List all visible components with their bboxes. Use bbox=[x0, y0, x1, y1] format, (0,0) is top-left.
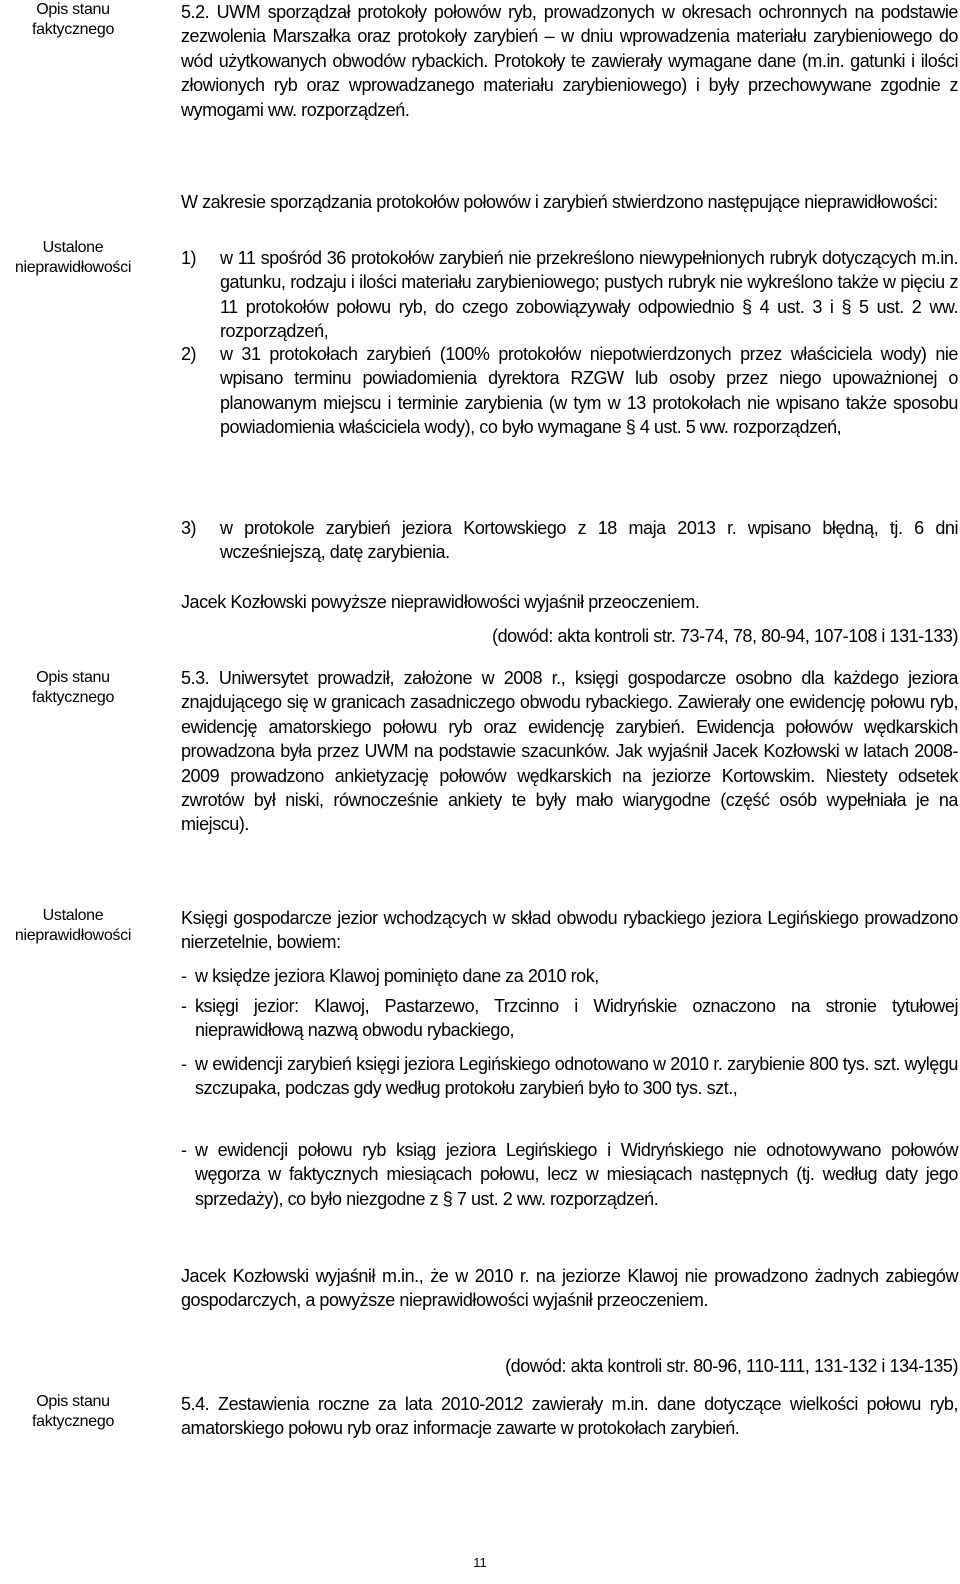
section-5-3-paragraph bbox=[181, 666, 958, 837]
list-dash: - bbox=[181, 996, 187, 1016]
list-item bbox=[181, 246, 958, 344]
list-item bbox=[181, 516, 958, 565]
list-text: w protokole zarybień jeziora Kortowskiego z 18 maja 2013 r. wpisano błędną, tj. 6 dni wcześniejszą, datę zarybienia. bbox=[220, 518, 958, 563]
section-number: 5.4. bbox=[181, 1394, 210, 1414]
margin-label-irregularities: Ustalone nieprawidłowości bbox=[14, 239, 132, 276]
section-number: 5.2. bbox=[181, 2, 210, 22]
list-item bbox=[181, 1052, 958, 1101]
section-number: 5.3. bbox=[181, 668, 210, 688]
margin-label-state-description: Opis stanu faktycznego bbox=[31, 1, 115, 38]
irregularities-intro: Księgi gospodarcze jezior wchodzących w skład obwodu rybackiego jeziora Legińskiego prowadzono nierzetelnie, bowiem: bbox=[181, 908, 958, 953]
list-text: w ewidencji zarybień księgi jeziora Legińskiego odnotowano w 2010 r. zarybienie 800 tys. szt. wylęgu szczupaka, podczas gdy według protokołu zarybień było to 300 tys. szt., bbox=[195, 1054, 958, 1099]
section-text: UWM sporządzał protokoły połowów ryb, prowadzonych w okresach ochronnych na podstawie zezwolenia Marszałka oraz protokoły zarybień – w dniu wprowadzenia materiału zarybieniowego do wód użytkowanych obwodów rybackich. Protokoły te zawierały wymagane dane (m.in. gatunki i ilości złowionych ryb oraz wprowadzanego materiału zarybieniowego) i były przechowywane zgodnie z wymogami ww. rozporządzeń. bbox=[181, 2, 958, 120]
list-dash: - bbox=[181, 1054, 187, 1074]
margin-label-state-description: Opis stanu faktycznego bbox=[31, 1393, 115, 1430]
list-text: w księdze jeziora Klawoj pominięto dane za 2010 rok, bbox=[195, 966, 599, 986]
list-item bbox=[181, 342, 958, 440]
section-text: Zestawienia roczne za lata 2010-2012 zawierały m.in. dane dotyczące wielkości połowu ryb, amatorskiego połowu ryb oraz informacje zawarte w protokołach zarybień. bbox=[181, 1394, 958, 1439]
list-dash: - bbox=[181, 966, 187, 986]
list-number: 3) bbox=[181, 518, 197, 538]
list-text: w 11 spośród 36 protokołów zarybień nie przekreślono niewypełnionych rubryk dotyczących m.in. gatunku, rodzaju i ilości materiału zarybieniowego; pustych rubryk nie wykreślono także w pięciu z 11 protokołów połowu ryb, do czego zobowiązywały odpowiednio § 4 ust. 3 i § 5 ust. 2 ww. rozporządzeń, bbox=[220, 248, 958, 342]
list-dash: - bbox=[181, 1140, 187, 1160]
section-5-2-paragraph bbox=[181, 0, 958, 122]
explanation-paragraph: Jacek Kozłowski wyjaśnił m.in., że w 2010 r. na jeziorze Klawoj nie prowadzono żadnych zabiegów gospodarczych, a powyższe nieprawidłowości wyjaśnił przeoczeniem. bbox=[181, 1266, 958, 1311]
list-text: księgi jezior: Klawoj, Pastarzewo, Trzcinno i Widryńskie oznaczono na stronie tytułowej nieprawidłową nazwą obwodu rybackiego, bbox=[195, 996, 958, 1041]
list-item bbox=[181, 994, 958, 1043]
page-number: 11 bbox=[473, 1555, 487, 1570]
list-number: 1) bbox=[181, 248, 197, 268]
section-text: Uniwersytet prowadził, założone w 2008 r., księgi gospodarcze osobno dla każdego jeziora znajdującego się w granicach zasadniczego obwodu rybackiego. Zawierały one ewidencję połowu ryb, ewidencję amatorskiego połowu ryb oraz ewidencję zarybień. Ewidencja połowów wędkarskich prowadzona była przez UWM na podstawie szacunków. Jak wyjaśnił Jacek Kozłowski w latach 2008-2009 prowadzono ankietyzację połowów wędkarskich na jeziorze Kortowskim. Niestety odsetek zwrotów był niski, równocześnie ankiety te były mało wiarygodne (część osób wypełniała je na miejscu). bbox=[181, 668, 958, 835]
evidence-reference: (dowód: akta kontroli str. 73-74, 78, 80-94, 107-108 i 131-133) bbox=[492, 626, 958, 646]
evidence-reference: (dowód: akta kontroli str. 80-96, 110-111, 131-132 i 134-135) bbox=[505, 1356, 958, 1376]
explanation-paragraph: Jacek Kozłowski powyższe nieprawidłowości wyjaśnił przeoczeniem. bbox=[181, 592, 700, 612]
irregularities-intro: W zakresie sporządzania protokołów połowów i zarybień stwierdzono następujące nieprawidłowości: bbox=[181, 192, 938, 212]
list-item bbox=[181, 964, 958, 988]
list-item bbox=[181, 1138, 958, 1211]
section-5-4-paragraph bbox=[181, 1392, 958, 1441]
list-number: 2) bbox=[181, 344, 197, 364]
margin-label-irregularities: Ustalone nieprawidłowości bbox=[14, 907, 132, 944]
list-text: w 31 protokołach zarybień (100% protokołów niepotwierdzonych przez właściciela wody) nie wpisano terminu powiadomienia dyrektora RZGW lub osoby przez niego upoważnionej o planowanym miejscu i terminie zarybienia (w tym w 13 protokołach nie wpisano także sposobu powiadomienia właściciela wody), co było wymagane § 4 ust. 5 ww. rozporządzeń, bbox=[220, 344, 958, 438]
list-text: w ewidencji połowu ryb ksiąg jeziora Legińskiego i Widryńskiego nie odnotowywano połowów węgorza w faktycznych miesiącach połowu, lecz w miesiącach następnych (tj. według daty jego sprzedaży), co było niezgodne z § 7 ust. 2 ww. rozporządzeń. bbox=[195, 1140, 958, 1209]
margin-label-state-description: Opis stanu faktycznego bbox=[31, 669, 115, 706]
